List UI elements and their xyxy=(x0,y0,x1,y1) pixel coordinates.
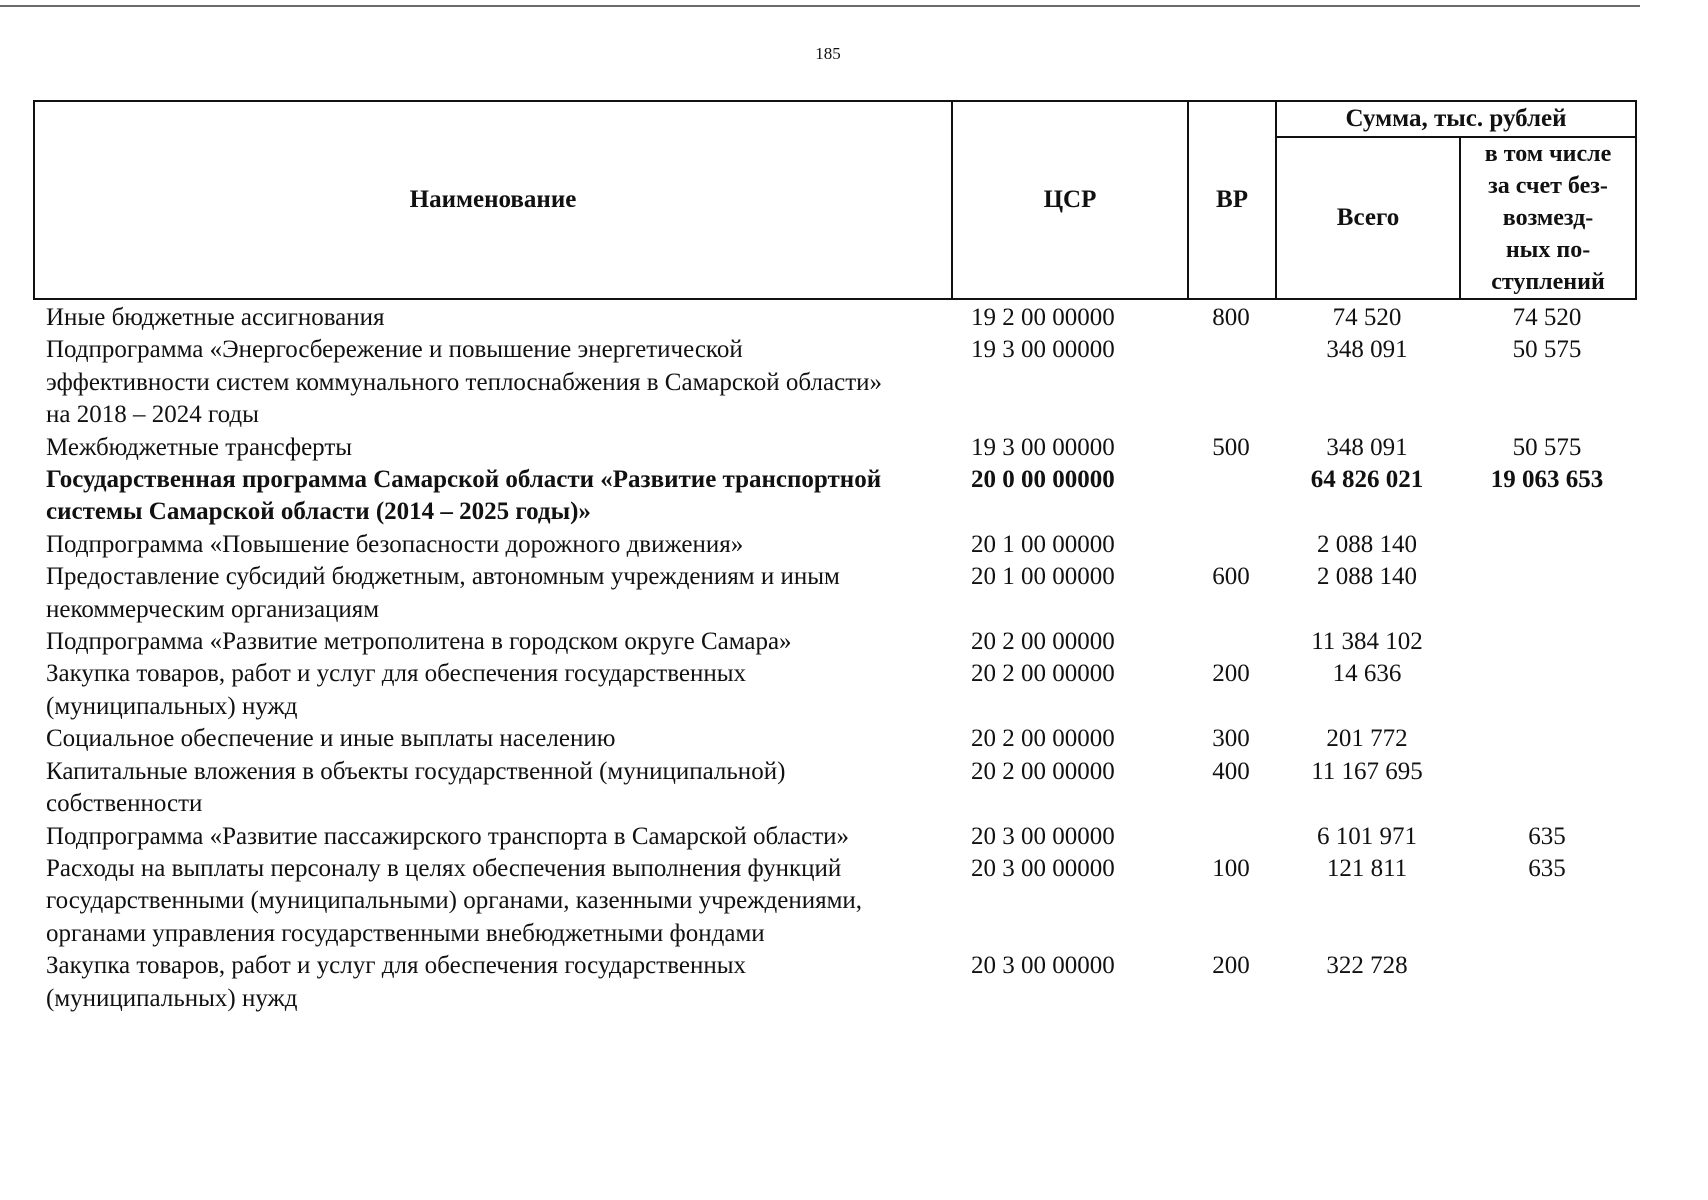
cell-csr: 20 3 00 00000 xyxy=(971,822,1115,850)
cell-total: 121 811 xyxy=(1326,854,1408,882)
cell-csr: 19 3 00 00000 xyxy=(971,336,1115,364)
cell-vr xyxy=(1187,464,1275,529)
cell-incl xyxy=(1459,723,1635,755)
header-name: Наименование xyxy=(34,101,952,299)
cell-vr: 500 xyxy=(1212,433,1250,461)
table-row xyxy=(33,529,1635,561)
cell-incl: 635 xyxy=(1528,822,1566,850)
table-row xyxy=(33,950,1635,1015)
table-row xyxy=(33,302,1635,334)
cell-csr: 20 1 00 00000 xyxy=(971,563,1115,591)
cell-csr: 20 3 00 00000 xyxy=(971,952,1115,980)
cell-vr: 600 xyxy=(1212,563,1250,591)
cell-incl: 74 520 xyxy=(1512,304,1582,331)
cell-vr: 100 xyxy=(1212,854,1250,882)
cell-name: Подпрограмма «Повышение безопасности дорожного движения» xyxy=(46,530,744,558)
cell-vr: 800 xyxy=(1212,304,1250,331)
cell-name: Расходы на выплаты персоналу в целях обеспечения выполнения функций государственными (муниципальными) органами, казенными учреждениями, органами управления государственными внебюджетными фондами xyxy=(46,854,863,947)
header-csr: ЦСР xyxy=(952,101,1188,299)
header-sum: Сумма, тыс. рублей xyxy=(1276,101,1636,137)
scan-edge-line xyxy=(0,5,1640,7)
cell-name: Закупка товаров, работ и услуг для обеспечения государственных (муниципальных) нужд xyxy=(46,952,747,1012)
table-row xyxy=(33,626,1635,658)
cell-name: Иные бюджетные ассигнования xyxy=(46,304,385,331)
cell-incl: 635 xyxy=(1528,854,1566,882)
table-row xyxy=(33,464,1635,529)
header-total: Всего xyxy=(1276,137,1460,299)
cell-vr: 200 xyxy=(1212,660,1250,688)
cell-name: Подпрограмма «Развитие пассажирского транспорта в Самарской области» xyxy=(46,822,850,850)
cell-vr xyxy=(1187,529,1275,561)
table-row xyxy=(33,432,1635,464)
page-number: 185 xyxy=(815,44,841,63)
cell-incl xyxy=(1459,626,1635,658)
cell-incl: 50 575 xyxy=(1512,433,1582,461)
cell-csr: 20 1 00 00000 xyxy=(971,530,1115,558)
header-incl-line: за счет без- xyxy=(1488,173,1608,199)
cell-name: Капитальные вложения в объекты государственной (муниципальной) собственности xyxy=(46,757,786,818)
cell-incl xyxy=(1459,529,1635,561)
cell-vr: 300 xyxy=(1212,725,1250,753)
cell-csr: 20 2 00 00000 xyxy=(971,725,1115,753)
cell-vr xyxy=(1187,334,1275,431)
cell-incl xyxy=(1459,950,1635,1015)
cell-name: Закупка товаров, работ и услуг для обеспечения государственных (муниципальных) нужд xyxy=(46,660,747,720)
table-row xyxy=(33,334,1635,431)
header-incl xyxy=(1460,137,1636,299)
cell-total: 6 101 971 xyxy=(1317,822,1417,850)
cell-name: Подпрограмма «Развитие метрополитена в городском округе Самара» xyxy=(46,628,792,656)
cell-name: Подпрограмма «Энергосбережение и повышение энергетической эффективности систем коммунального теплоснабжения в Самарской области» на 2018 – 2024 годы xyxy=(46,336,882,429)
cell-csr: 19 2 00 00000 xyxy=(971,304,1115,331)
cell-csr: 19 3 00 00000 xyxy=(971,433,1115,461)
cell-total: 2 088 140 xyxy=(1317,563,1417,591)
table-row xyxy=(33,658,1635,723)
cell-csr: 20 2 00 00000 xyxy=(971,628,1115,656)
cell-name: Межбюджетные трансферты xyxy=(46,433,353,461)
cell-total: 11 384 102 xyxy=(1311,628,1423,656)
cell-total: 322 728 xyxy=(1326,952,1408,980)
cell-name: Социальное обеспечение и иные выплаты населению xyxy=(46,725,616,753)
cell-csr: 20 2 00 00000 xyxy=(971,757,1115,785)
header-incl-line: возмезд- xyxy=(1502,205,1594,231)
table-header xyxy=(33,100,1637,300)
cell-total: 74 520 xyxy=(1332,304,1402,331)
cell-vr: 400 xyxy=(1212,757,1250,785)
cell-name: Государственная программа Самарской области «Развитие транспортной системы Самарской области (2014 – 2025 годы)» xyxy=(46,466,882,526)
cell-csr: 20 3 00 00000 xyxy=(971,854,1115,882)
table-row xyxy=(33,821,1635,853)
table-body xyxy=(33,302,1635,1015)
cell-total: 11 167 695 xyxy=(1311,757,1423,785)
cell-total: 348 091 xyxy=(1326,336,1408,364)
header-incl-line: ных по- xyxy=(1505,237,1591,263)
table-row xyxy=(33,756,1635,821)
header-vr: ВР xyxy=(1188,101,1276,299)
table-row xyxy=(33,561,1635,626)
cell-name: Предоставление субсидий бюджетным, автономным учреждениям и иным некоммерческим организациям xyxy=(46,563,840,623)
cell-csr: 20 2 00 00000 xyxy=(971,660,1115,688)
cell-incl: 19 063 653 xyxy=(1490,466,1604,494)
table-row xyxy=(33,853,1635,950)
cell-incl xyxy=(1459,756,1635,821)
cell-incl xyxy=(1459,561,1635,626)
cell-total: 2 088 140 xyxy=(1317,530,1417,558)
cell-vr xyxy=(1187,821,1275,853)
cell-total: 201 772 xyxy=(1326,725,1408,753)
table-row xyxy=(33,723,1635,755)
cell-total: 14 636 xyxy=(1332,660,1402,688)
cell-incl xyxy=(1459,658,1635,723)
cell-vr xyxy=(1187,626,1275,658)
cell-vr: 200 xyxy=(1212,952,1250,980)
header-incl-line: ступлений xyxy=(1491,269,1605,295)
cell-csr: 20 0 00 00000 xyxy=(971,466,1115,494)
cell-total: 348 091 xyxy=(1326,433,1408,461)
header-incl-line: в том числе xyxy=(1484,141,1612,167)
cell-total: 64 826 021 xyxy=(1310,466,1424,494)
cell-incl: 50 575 xyxy=(1512,336,1582,364)
